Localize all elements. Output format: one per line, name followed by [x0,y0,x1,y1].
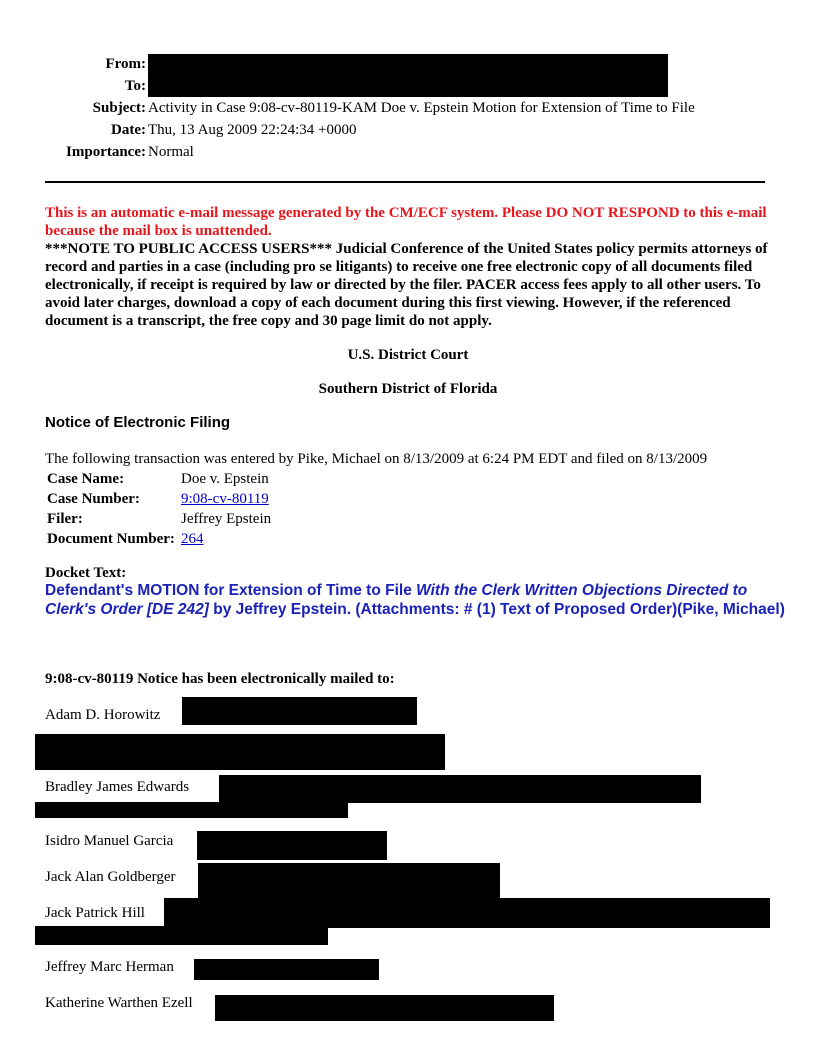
redaction-box [148,54,668,97]
redaction-box [194,959,379,980]
filer-row [45,509,273,529]
divider [45,181,765,183]
filer-value: Jeffrey Epstein [181,511,272,527]
public-access-note: ***NOTE TO PUBLIC ACCESS USERS*** Judicial Conference of the United States policy permits attorneys of record and parties in a case (including pro se litigants) to receive one free electronic copy of all documents filed electronically, if receipt is required by law or directed by the filer. PACER access fees apply to all other users. To avoid later charges, download a copy of each document during this first viewing. However, if the referenced document is a transcript, the free copy and 30 page limit do not apply. [45,241,768,329]
docket-text-italic: With the Clerk Written Objections Directed to Clerk's Order [DE 242] [45,582,748,618]
redaction-box [35,926,328,945]
docket-text-part1: Defendant's MOTION for Extension of Time to File [45,582,417,599]
case-name-label: Case Name: [47,471,125,487]
redaction-box [164,898,770,928]
recipient-name: Katherine Warthen Ezell [45,995,193,1011]
case-name-row [45,469,273,489]
from-label: From: [105,56,146,72]
court-district: Southern District of Florida [318,381,498,397]
importance-label: Importance: [66,144,146,160]
case-info-table [45,469,273,549]
case-number-link[interactable]: 9:08-cv-80119 [181,491,269,507]
subject-label: Subject: [92,100,146,116]
docket-text [45,582,785,619]
case-number-row [45,489,273,509]
court-name: U.S. District Court [347,347,469,363]
recipient-name: Isidro Manuel Garcia [45,833,174,849]
redaction-box [35,734,445,770]
redaction-box [35,802,348,818]
document-number-row [45,529,273,549]
date-value: Thu, 13 Aug 2009 22:24:34 +0000 [148,122,357,138]
recipient-name: Adam D. Horowitz [45,707,161,723]
redaction-box [219,775,701,803]
to-label: To: [124,78,146,94]
auto-message-warning: This is an automatic e-mail message generated by the CM/ECF system. Please DO NOT RESPOND to this e-mail because the mail box is unattended. [45,205,767,239]
filer-label: Filer: [47,511,83,527]
recipient-name: Jack Alan Goldberger [45,869,176,885]
case-number-label: Case Number: [47,491,140,507]
mailed-to-header: 9:08-cv-80119 Notice has been electronically mailed to: [45,671,395,687]
redaction-box [215,995,554,1021]
document-number-label: Document Number: [47,531,175,547]
recipient-name: Jeffrey Marc Herman [45,959,174,975]
transaction-text: The following transaction was entered by Pike, Michael on 8/13/2009 at 6:24 PM EDT and filed on 8/13/2009 [45,451,708,467]
page-title: Notice of Electronic Filing [45,414,231,431]
redaction-box [197,831,387,860]
importance-value: Normal [148,144,194,160]
document-number-link[interactable]: 264 [181,531,204,547]
docket-text-label: Docket Text: [45,565,127,581]
docket-text-part3: by Jeffrey Epstein. (Attachments: # (1) Text of Proposed Order)(Pike, Michael) [208,600,785,618]
redaction-box [198,863,500,899]
recipient-name: Jack Patrick Hill [45,905,145,921]
recipient-name: Bradley James Edwards [45,779,190,795]
subject-value: Activity in Case 9:08-cv-80119-KAM Doe v. Epstein Motion for Extension of Time to File [148,100,695,116]
redaction-box [182,697,417,725]
case-name-value: Doe v. Epstein [181,471,269,487]
date-label: Date: [111,122,146,138]
